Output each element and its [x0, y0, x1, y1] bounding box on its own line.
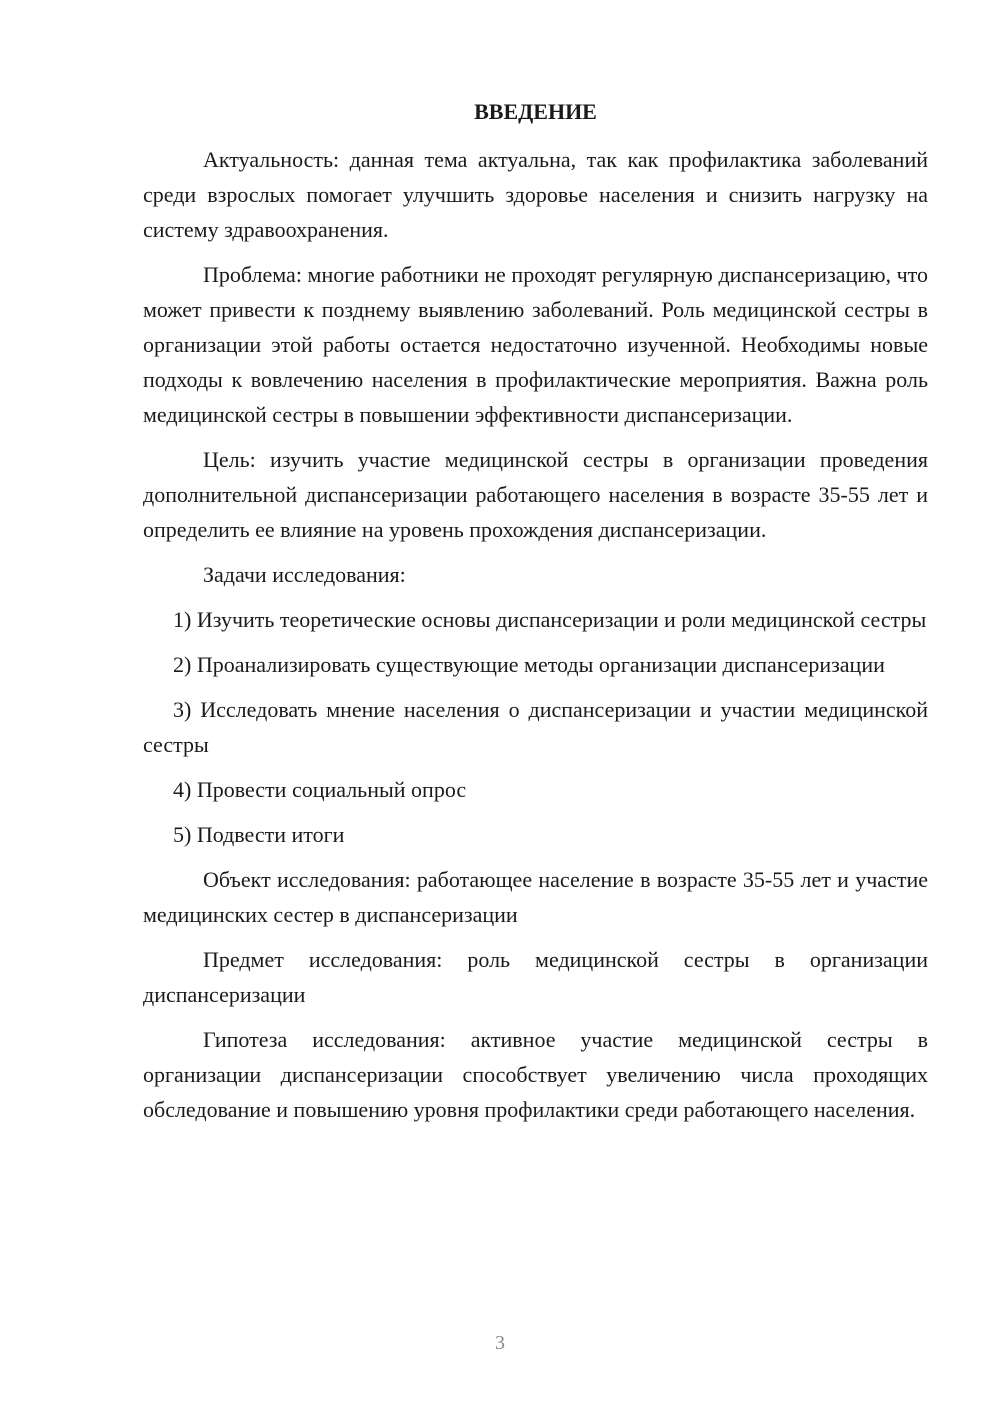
list-item: 2) Проанализировать существующие методы организации диспансеризации [173, 652, 885, 677]
list-item: 4) Провести социальный опрос [173, 777, 467, 802]
page-number: 3 [495, 1332, 505, 1354]
list-item: 1) Изучить теоретические основы диспансеризации и роли медицинской сестры [173, 607, 927, 632]
hypothesis-paragraph: Гипотеза исследования: активное участие медицинской сестры в организации диспансеризации способствует увеличению числа проходящих обследование и повышению уровня профилактики среди работающего населения. [143, 1027, 928, 1122]
document-page [143, 94, 928, 1137]
subject-paragraph: Предмет исследования: роль медицинской сестры в организации диспансеризации [143, 947, 928, 1007]
document-title: ВВЕДЕНИЕ [474, 99, 597, 124]
tasks-heading: Задачи исследования: [203, 562, 406, 587]
problem-paragraph: Проблема: многие работники не проходят регулярную диспансеризацию, что может привести к позднему выявлению заболеваний. Роль медицинской сестры в организации этой работы остается недостаточно изученной. Необходимы новые подходы к вовлечению населения в профилактические мероприятия. Важна роль медицинской сестры в повышении эффективности диспансеризации. [143, 262, 928, 427]
relevance-paragraph: Актуальность: данная тема актуальна, так как профилактика заболеваний среди взрослых помогает улучшить здоровье населения и снизить нагрузку на систему здравоохранения. [143, 147, 928, 242]
list-item: 5) Подвести итоги [173, 822, 345, 847]
goal-paragraph: Цель: изучить участие медицинской сестры в организации проведения дополнительной диспансеризации работающего населения в возрасте 35-55 лет и определить ее влияние на уровень прохождения диспансеризации. [143, 447, 928, 542]
object-paragraph: Объект исследования: работающее население в возрасте 35-55 лет и участие медицинских сестер в диспансеризации [143, 867, 928, 927]
list-item: 3) Исследовать мнение населения о диспансеризации и участии медицинской сестры [143, 697, 928, 757]
tasks-list [143, 602, 928, 852]
